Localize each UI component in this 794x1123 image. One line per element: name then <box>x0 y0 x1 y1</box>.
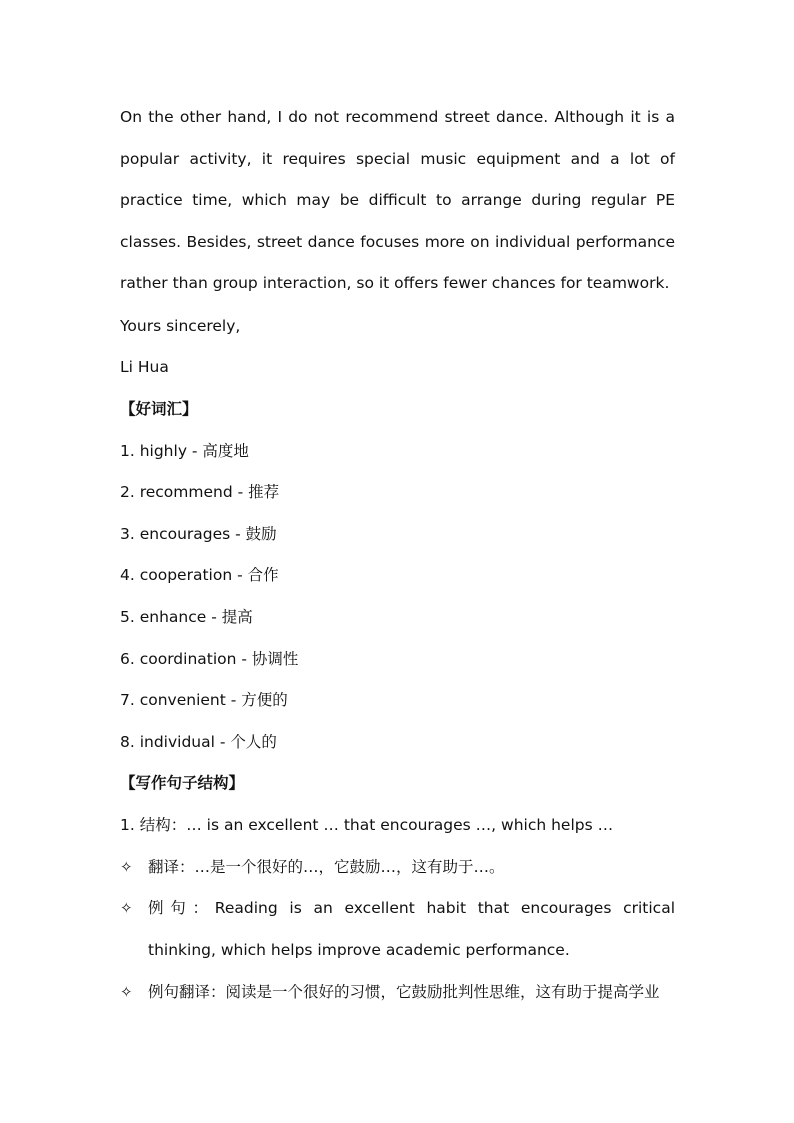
vocab-heading: 【好词汇】 <box>120 400 198 418</box>
sparkle-bullet-icon: ✧ <box>120 983 133 1001</box>
example-translation-text: 例句翻译：阅读是一个很好的习惯，它鼓励批判性思维，这有助于提高学业 <box>148 983 660 1001</box>
vocab-item: 2. recommend - 推荐 <box>120 483 280 501</box>
vocab-item: 5. enhance - 提高 <box>120 608 253 626</box>
example-text: 例句：Reading is an excellent habit that encourages critical thinking, which helps improve academic performance. <box>148 899 675 959</box>
vocab-item: 6. coordination - 协调性 <box>120 650 299 668</box>
vocab-item: 4. cooperation - 合作 <box>120 566 279 584</box>
vocab-item: 7. convenient - 方便的 <box>120 691 288 709</box>
sparkle-bullet-icon: ✧ <box>120 899 133 917</box>
sparkle-bullet-icon: ✧ <box>120 858 133 876</box>
vocab-item: 3. encourages - 鼓励 <box>120 525 277 543</box>
letter-signature: Li Hua <box>120 358 169 376</box>
translation-text: 翻译：…是一个很好的…，它鼓励…，这有助于…。 <box>148 858 505 876</box>
vocab-item: 1. highly - 高度地 <box>120 442 249 460</box>
structure-heading: 【写作句子结构】 <box>120 774 245 792</box>
structure-item: 1. 结构：… is an excellent … that encourages …, which helps … <box>120 816 614 834</box>
letter-closing: Yours sincerely, <box>120 317 241 335</box>
letter-paragraph: On the other hand, I do not recommend street dance. Although it is a popular activity, it requires special music equipment and a lot of practice time, which may be difficult to arrange during regular PE classes. Besides, street dance focuses more on individual performance rather than group interaction, so it offers fewer chances for teamwork. <box>120 108 675 293</box>
vocab-item: 8. individual - 个人的 <box>120 733 277 751</box>
